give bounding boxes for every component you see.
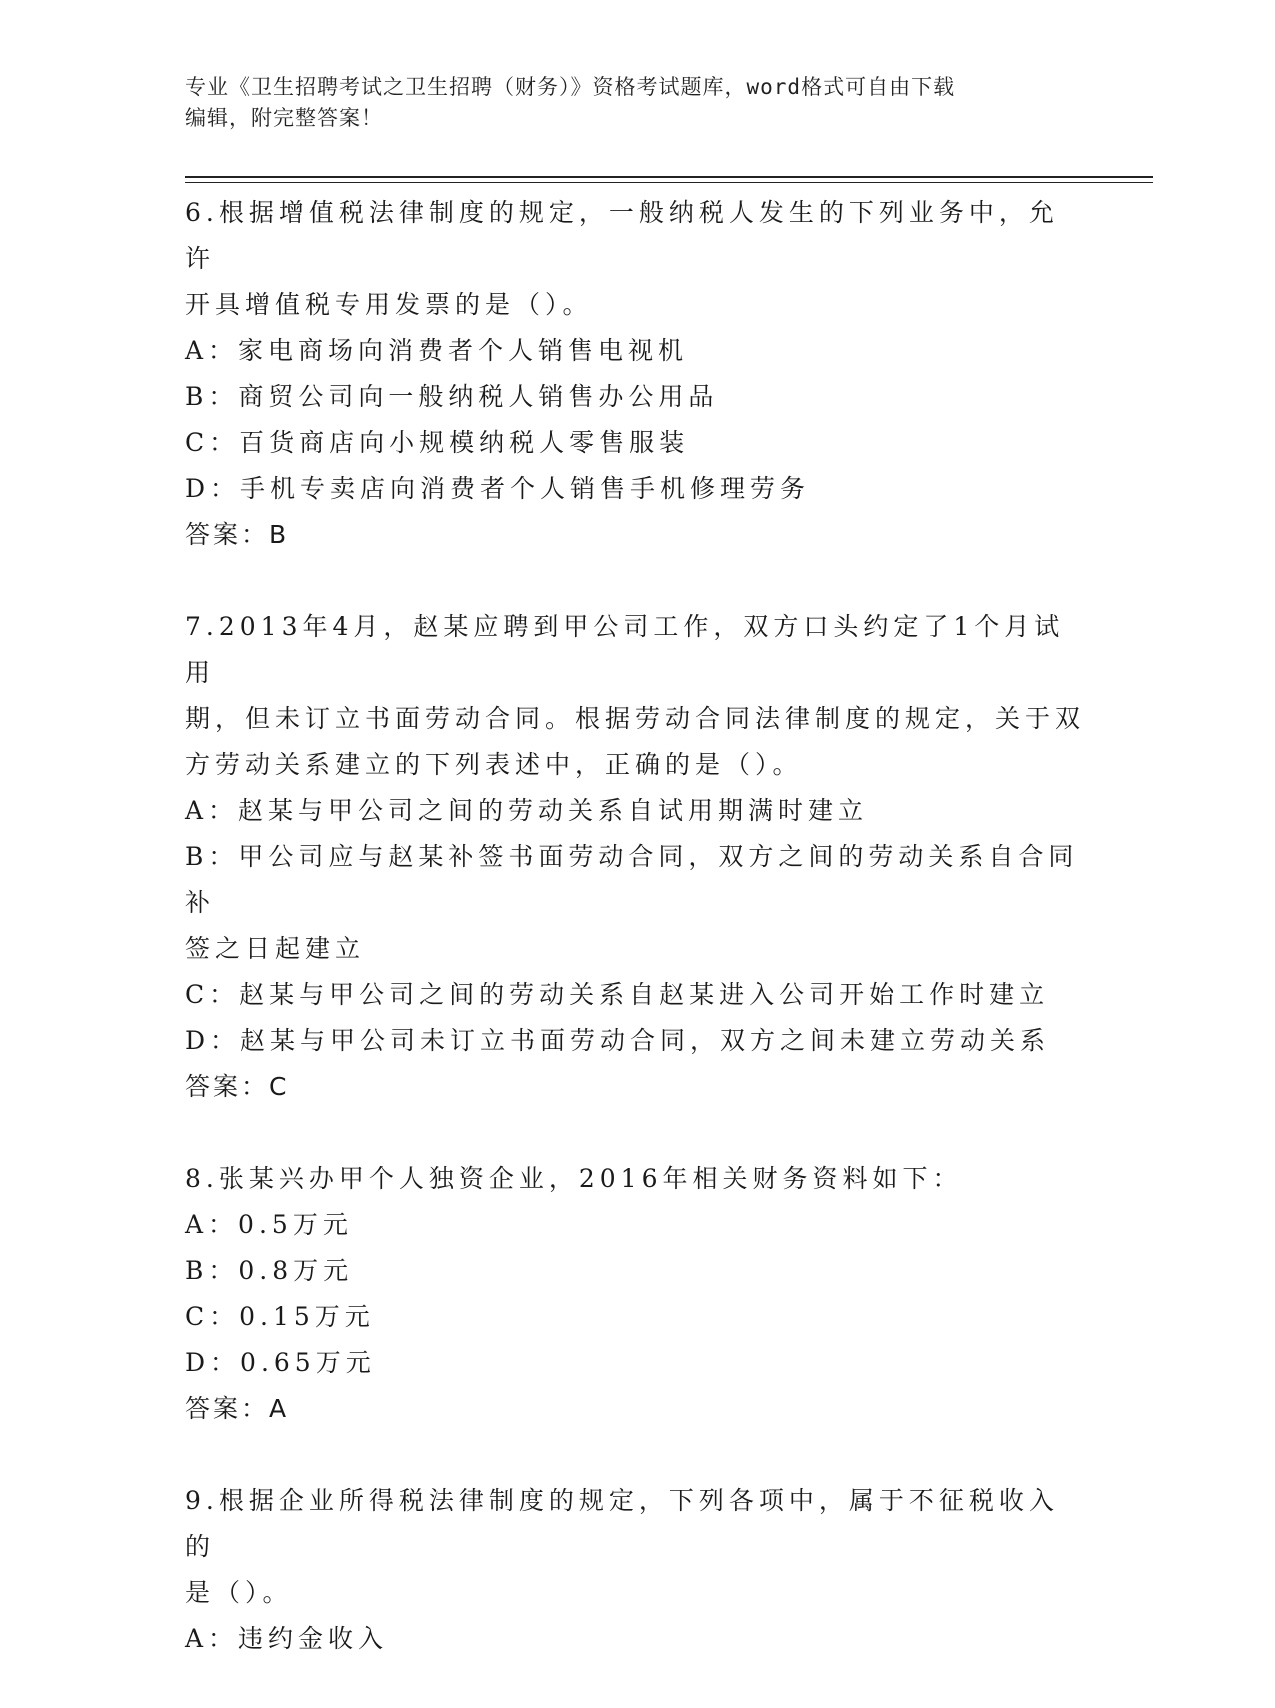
question-6 (185, 190, 1085, 558)
question-stem (185, 190, 1085, 328)
stem-line: 7.2013年4月，赵某应聘到甲公司工作，双方口头约定了1个月试用 (185, 612, 1065, 687)
header-line-2: 编辑，附完整答案！ (185, 106, 383, 130)
stem-line: 6.根据增值税法律制度的规定，一般纳税人发生的下列业务中，允许 (185, 198, 1059, 273)
stem-line: 开具增值税专用发票的是（）。 (185, 290, 593, 319)
answer-text: 答案：B (185, 520, 290, 549)
question-list (185, 190, 1085, 1708)
stem-line: 8.张某兴办甲个人独资企业，2016年相关财务资料如下： (185, 1164, 963, 1193)
question-stem (185, 1478, 1085, 1616)
option-b: B：甲公司应与赵某补签书面劳动合同，双方之间的劳动关系自合同补 (185, 842, 1079, 917)
option-a: A：家电商场向消费者个人销售电视机 (185, 336, 689, 365)
header-line-1: 专业《卫生招聘考试之卫生招聘（财务）》资格考试题库，word格式可自由下载 (185, 75, 956, 99)
option-a: A：违约金收入 (185, 1624, 389, 1653)
question-9 (185, 1478, 1085, 1662)
option-c: C：赵某与甲公司之间的劳动关系自赵某进入公司开始工作时建立 (185, 980, 1050, 1009)
question-stem (185, 604, 1085, 788)
option-a: A：0.5万元 (185, 1210, 353, 1239)
option-c: C：百货商店向小规模纳税人零售服装 (185, 428, 690, 457)
option-c: C：0.15万元 (185, 1302, 375, 1331)
option-b: B：0.8万元 (185, 1256, 354, 1285)
option-d: D：手机专卖店向消费者个人销售手机修理劳务 (185, 474, 811, 503)
stem-line: 是（）。 (185, 1578, 293, 1607)
question-stem (185, 1156, 1085, 1202)
stem-line: 9.根据企业所得税法律制度的规定，下列各项中，属于不征税收入的 (185, 1486, 1059, 1561)
question-7 (185, 604, 1085, 1110)
option-b-continued: 签之日起建立 (185, 934, 366, 963)
stem-line: 期，但未订立书面劳动合同。根据劳动合同法律制度的规定，关于双 (185, 704, 1086, 733)
option-d: D：赵某与甲公司未订立书面劳动合同，双方之间未建立劳动关系 (185, 1026, 1051, 1055)
option-a: A：赵某与甲公司之间的劳动关系自试用期满时建立 (185, 796, 869, 825)
stem-line: 方劳动关系建立的下列表述中，正确的是（）。 (185, 750, 803, 779)
question-8 (185, 1156, 1085, 1432)
document-header (185, 72, 1065, 134)
header-divider-thick (185, 176, 1153, 178)
answer-text: 答案：C (185, 1072, 290, 1101)
option-d: D：0.65万元 (185, 1348, 376, 1377)
answer-text: 答案：A (185, 1394, 290, 1423)
header-divider-thin (185, 182, 1153, 183)
option-b: B：商贸公司向一般纳税人销售办公用品 (185, 382, 719, 411)
